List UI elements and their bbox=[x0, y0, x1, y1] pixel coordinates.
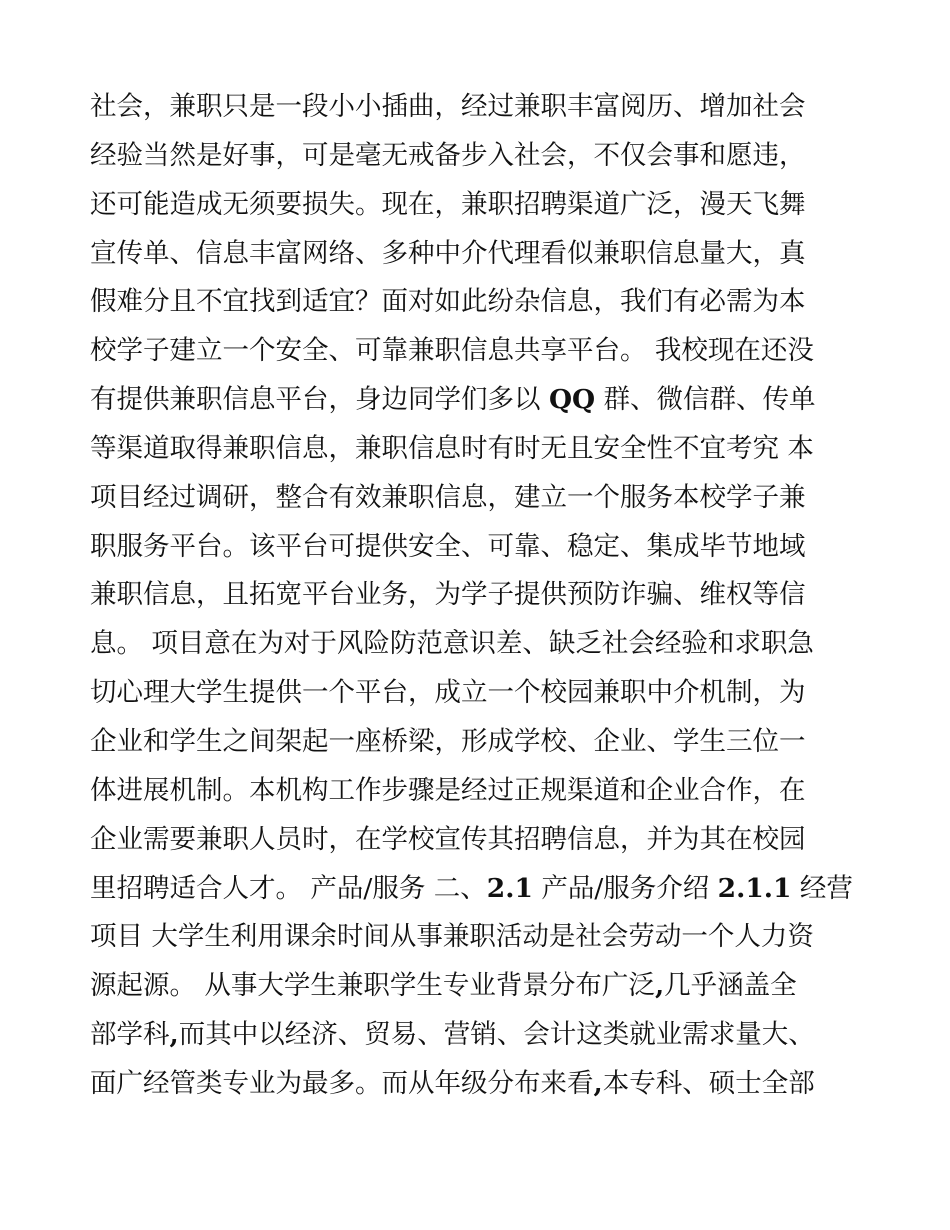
text-line: 校学子建立一个安全、可靠兼职信息共享平台。 我校现在还没 bbox=[90, 335, 814, 367]
text-line: 部学科,而其中以经济、贸易、营销、会计这类就业需求量大、 bbox=[90, 1019, 815, 1051]
text-line: 还可能造成无须要损失。现在，兼职招聘渠道广泛，漫天飞舞 bbox=[90, 188, 806, 220]
text-line: 项目 大学生利用课余时间从事兼职活动是社会劳动一个人力资 bbox=[90, 921, 814, 953]
text-line: 宣传单、信息丰富网络、多种中介代理看似兼职信息量大，真 bbox=[90, 237, 806, 269]
text-line: 项目经过调研，整合有效兼职信息，建立一个服务本校学子兼 bbox=[90, 481, 806, 513]
text-line: 企业和学生之间架起一座桥梁，形成学校、企业、学生三位一 bbox=[90, 725, 806, 757]
text-line: 源起源。 从事大学生兼职学生专业背景分布广泛,几乎涵盖全 bbox=[90, 970, 797, 1002]
text-line: 里招聘适合人才。 产品/服务 二、2.1 产品/服务介绍 2.1.1 经营 bbox=[90, 872, 853, 904]
body-text bbox=[90, 83, 860, 1109]
text-line: 假难分且不宜找到适宜？面对如此纷杂信息，我们有必需为本 bbox=[90, 286, 806, 318]
text-line: 有提供兼职信息平台，身边同学们多以 QQ 群、微信群、传单 bbox=[90, 384, 816, 416]
text-line: 面广经管类专业为最多。而从年级分布来看,本专科、硕士全部 bbox=[90, 1067, 815, 1099]
text-line: 企业需要兼职人员时，在学校宣传其招聘信息，并为其在校园 bbox=[90, 823, 806, 855]
text-line: 职服务平台。该平台可提供安全、可靠、稳定、集成毕节地域 bbox=[90, 530, 806, 562]
text-line: 切心理大学生提供一个平台，成立一个校园兼职中介机制，为 bbox=[90, 677, 806, 709]
text-line: 兼职信息，且拓宽平台业务，为学子提供预防诈骗、维权等信 bbox=[90, 579, 806, 611]
text-line: 社会，兼职只是一段小小插曲，经过兼职丰富阅历、增加社会 bbox=[90, 91, 806, 122]
text-line: 等渠道取得兼职信息，兼职信息时有时无且安全性不宜考究 本 bbox=[90, 432, 814, 464]
text-line: 息。 项目意在为对于风险防范意识差、缺乏社会经验和求职急 bbox=[90, 628, 814, 660]
text-line: 经验当然是好事，可是毫无戒备步入社会，不仅会事和愿违， bbox=[90, 139, 806, 171]
text-line: 体进展机制。本机构工作步骤是经过正规渠道和企业合作，在 bbox=[90, 774, 806, 806]
